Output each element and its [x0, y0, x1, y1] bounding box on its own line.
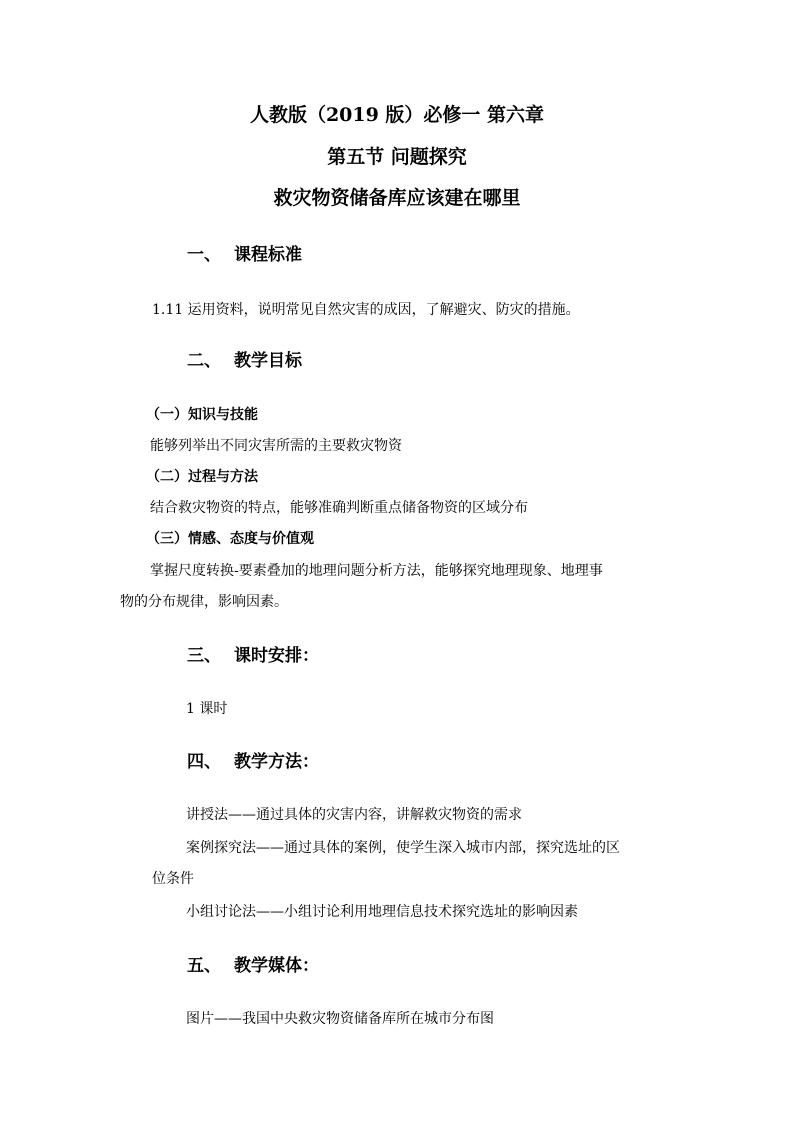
- curriculum-standard-text: 1.11 运用资料，说明常见自然灾害的成因，了解避灾、防灾的措施。: [152, 302, 580, 318]
- objective-text-values-line2: 物的分布规律，影响因素。: [120, 594, 288, 610]
- section-heading-4: [187, 747, 319, 772]
- method-lecture: 讲授法——通过具体的灾害内容，讲解救灾物资的需求: [186, 807, 522, 823]
- section-heading-5: [187, 951, 319, 976]
- section-number: 一、: [187, 245, 221, 265]
- objective-heading-knowledge: （一）知识与技能: [146, 407, 258, 423]
- section-number: 五、: [187, 956, 221, 976]
- section-number: 四、: [187, 752, 221, 772]
- doc-title-topic: 救灾物资储备库应该建在哪里: [273, 187, 521, 209]
- method-group-discussion: 小组讨论法——小组讨论利用地理信息技术探究选址的影响因素: [186, 904, 578, 920]
- objective-text-knowledge: 能够列举出不同灾害所需的主要救灾物资: [150, 438, 402, 454]
- objective-text-process: 结合救灾物资的特点，能够准确判断重点储备物资的区域分布: [150, 500, 528, 516]
- section-title: 教学方法：: [234, 752, 319, 772]
- method-case-study-line2: 位条件: [152, 871, 194, 887]
- objective-heading-process: （二）过程与方法: [146, 469, 258, 485]
- section-number: 二、: [187, 351, 221, 371]
- section-title: 课程标准: [234, 245, 302, 265]
- media-text: 图片——我国中央救灾物资储备库所在城市分布图: [186, 1011, 494, 1027]
- section-heading-2: [187, 346, 302, 371]
- objective-text-values-line1: 掌握尺度转换-要素叠加的地理问题分析方法，能够探究地理现象、地理事: [150, 563, 603, 579]
- section-heading-1: [187, 240, 302, 265]
- doc-title-textbook: 人教版（2019 版）必修一 第六章: [249, 104, 545, 126]
- objective-heading-values: （三）情感、态度与价值观: [146, 531, 314, 547]
- section-heading-3: [187, 641, 319, 666]
- section-title: 课时安排：: [234, 646, 319, 666]
- class-hours-text: 1 课时: [186, 701, 228, 717]
- section-title: 教学目标: [234, 351, 302, 371]
- method-case-study-line1: 案例探究法——通过具体的案例，使学生深入城市内部，探究选址的区: [186, 840, 620, 856]
- section-number: 三、: [187, 646, 221, 666]
- doc-title-section: 第五节 问题探究: [327, 146, 467, 168]
- section-title: 教学媒体：: [234, 956, 319, 976]
